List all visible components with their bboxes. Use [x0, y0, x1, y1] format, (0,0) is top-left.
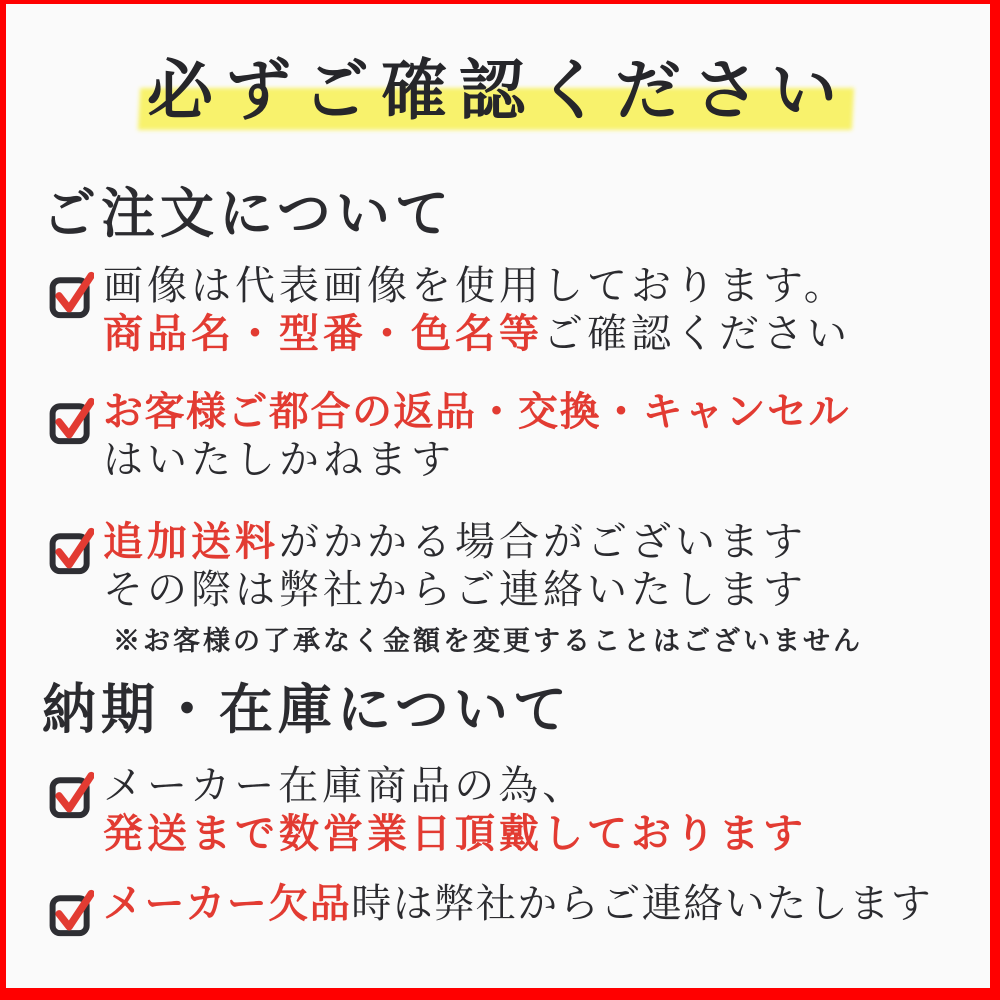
list-item — [48, 880, 932, 943]
text-red: 発送まで数営業日頂戴しております — [103, 811, 807, 856]
list-item — [48, 262, 851, 358]
item-line — [103, 310, 851, 358]
page-title — [6, 4, 990, 154]
item-line — [103, 518, 863, 566]
text-red: 商品名・型番・色名等 — [103, 311, 543, 356]
item-line — [103, 566, 863, 614]
list-item — [48, 762, 807, 858]
item-line — [103, 262, 851, 310]
text-black: はいたしかねます — [103, 437, 455, 482]
text-red: 追加送料 — [103, 519, 279, 564]
item-text — [103, 762, 807, 858]
item-footnote: ※お客様の了承なく金額を変更することはございません — [113, 626, 863, 656]
text-black: メーカー在庫商品の為、 — [103, 763, 587, 808]
list-item — [48, 388, 850, 484]
item-text — [103, 262, 851, 358]
item-text — [103, 880, 932, 928]
text-red: メーカー欠品 — [103, 881, 352, 926]
order-section-heading: ご注文について — [42, 184, 454, 244]
text-black: がかかる場合がございます — [279, 519, 807, 564]
stock-section-heading: 納期・在庫について — [42, 680, 572, 740]
item-line — [103, 436, 850, 484]
text-black: 時は弊社からご連絡いたします — [351, 881, 933, 926]
text-black: 画像は代表画像を使用しております。 — [103, 263, 848, 308]
checked-checkbox-icon — [48, 768, 94, 825]
text-red: お客様ご都合の返品・交換・キャンセル — [103, 389, 850, 434]
item-text — [103, 518, 863, 658]
item-line — [103, 810, 807, 858]
page-title-text: 必ずご確認ください — [147, 55, 849, 128]
item-line — [103, 762, 807, 810]
checked-checkbox-icon — [48, 524, 94, 581]
checked-checkbox-icon — [48, 394, 94, 451]
text-black: その際は弊社からご連絡いたします — [103, 567, 807, 612]
list-item — [48, 518, 863, 658]
checked-checkbox-icon — [48, 886, 94, 943]
item-line — [103, 880, 932, 928]
text-black: ご確認ください — [543, 311, 851, 356]
item-text — [103, 388, 850, 484]
item-line — [103, 388, 850, 436]
checked-checkbox-icon — [48, 268, 94, 325]
